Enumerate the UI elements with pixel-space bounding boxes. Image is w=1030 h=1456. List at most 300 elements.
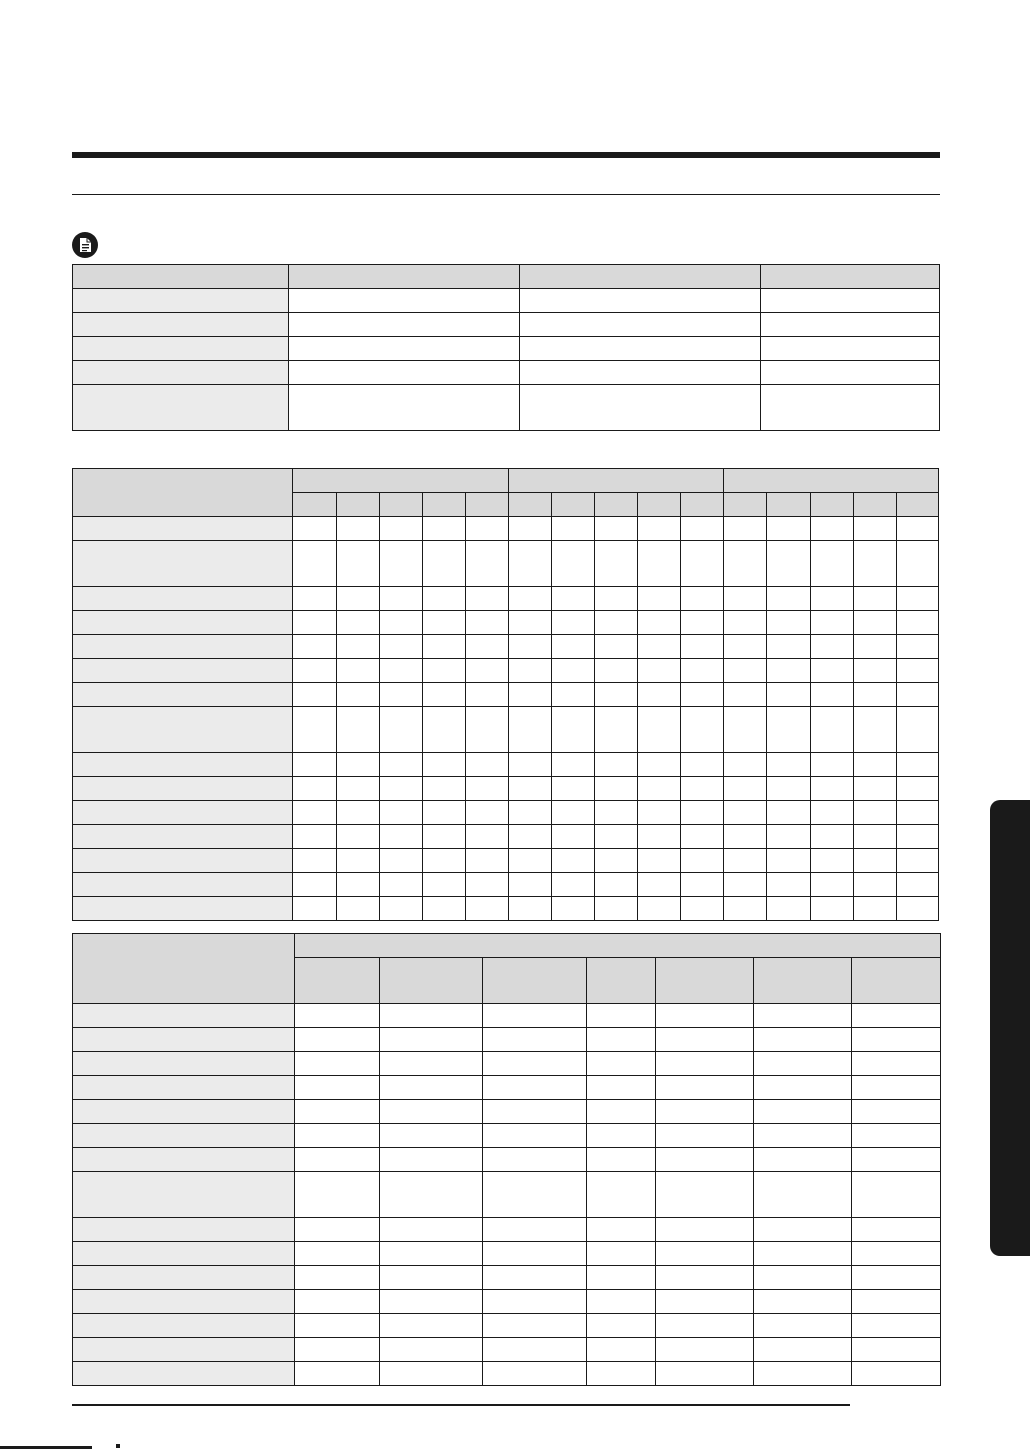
- table-subheader-cell: [638, 493, 681, 517]
- row-label-cell: [73, 1314, 295, 1338]
- table-cell: [754, 1362, 852, 1386]
- table-subheader-cell: [587, 958, 656, 1004]
- table-cell: [853, 635, 896, 659]
- table-cell: [295, 1242, 380, 1266]
- table-cell: [767, 707, 810, 753]
- row-label-cell: [73, 1266, 295, 1290]
- table-subheader-cell: [295, 958, 380, 1004]
- table-cell: [551, 659, 594, 683]
- table-cell: [520, 385, 761, 431]
- table-cell: [810, 587, 853, 611]
- table-cell: [508, 897, 551, 921]
- table-cell: [483, 1172, 587, 1218]
- table-cell: [853, 683, 896, 707]
- row-label-cell: [73, 587, 293, 611]
- table-cell: [681, 801, 724, 825]
- table-cell: [293, 777, 336, 801]
- table-row: [73, 1004, 941, 1028]
- table-cell: [852, 1124, 941, 1148]
- table-cell: [465, 849, 508, 873]
- table-row: [73, 825, 939, 849]
- table-cell: [508, 801, 551, 825]
- table-cell: [379, 659, 422, 683]
- table-subheader-cell: [336, 493, 379, 517]
- table-cell: [681, 777, 724, 801]
- table-cell: [810, 611, 853, 635]
- table-cell: [465, 659, 508, 683]
- table-cell: [638, 659, 681, 683]
- table-cell: [465, 897, 508, 921]
- table-cell: [336, 873, 379, 897]
- table-cell: [587, 1076, 656, 1100]
- row-label-cell: [73, 313, 289, 337]
- row-label-cell: [73, 683, 293, 707]
- table-cell: [595, 541, 638, 587]
- table-cell: [295, 1100, 380, 1124]
- table-cell: [724, 683, 767, 707]
- table-cell: [810, 683, 853, 707]
- table-row: [73, 1314, 941, 1338]
- table-cell: [681, 541, 724, 587]
- table-row: [73, 313, 940, 337]
- table-row: [73, 1290, 941, 1314]
- table-cell: [336, 659, 379, 683]
- table-cell: [767, 635, 810, 659]
- table-group-header-cell: [295, 934, 941, 958]
- table-cell: [810, 849, 853, 873]
- table-cell: [810, 825, 853, 849]
- row-label-cell: [73, 337, 289, 361]
- table-cell: [656, 1028, 754, 1052]
- table-cell: [754, 1338, 852, 1362]
- table-row: [73, 361, 940, 385]
- table-row: [73, 1218, 941, 1242]
- table-cell: [379, 897, 422, 921]
- table-cell: [638, 517, 681, 541]
- table-cell: [336, 777, 379, 801]
- table-cell: [551, 517, 594, 541]
- table-cell: [724, 873, 767, 897]
- table-cell: [422, 541, 465, 587]
- table-body: [73, 469, 939, 921]
- table-cell: [656, 1052, 754, 1076]
- table-cell: [465, 707, 508, 753]
- table-cell: [638, 541, 681, 587]
- table-cell: [656, 1124, 754, 1148]
- table-cell: [896, 541, 938, 587]
- row-label-cell: [73, 289, 289, 313]
- table-cell: [681, 825, 724, 849]
- table-cell: [508, 517, 551, 541]
- chapter-side-tab: [990, 800, 1030, 1256]
- table-row: [73, 611, 939, 635]
- table-row: [73, 777, 939, 801]
- table-cell: [587, 1266, 656, 1290]
- table-cell: [754, 1218, 852, 1242]
- table-header-cell: [73, 265, 289, 289]
- table-cell: [295, 1124, 380, 1148]
- table-row: [73, 635, 939, 659]
- table-cell: [295, 1172, 380, 1218]
- table-cell: [638, 801, 681, 825]
- row-label-cell: [73, 659, 293, 683]
- table-header-row: [73, 265, 940, 289]
- table-cell: [380, 1218, 483, 1242]
- table-cell: [656, 1314, 754, 1338]
- table-cell: [293, 541, 336, 587]
- table-cell: [336, 683, 379, 707]
- table-cell: [483, 1124, 587, 1148]
- table-cell: [293, 707, 336, 753]
- table-cell: [336, 801, 379, 825]
- table-row: [73, 659, 939, 683]
- table-cell: [587, 1100, 656, 1124]
- table-cell: [380, 1290, 483, 1314]
- table-cell: [483, 1218, 587, 1242]
- table-cell: [853, 541, 896, 587]
- table-subheader-cell: [853, 493, 896, 517]
- row-label-cell: [73, 825, 293, 849]
- top-heading-rule: [72, 152, 940, 158]
- table-cell: [595, 707, 638, 753]
- table-subheader-cell: [551, 493, 594, 517]
- table-cell: [483, 1028, 587, 1052]
- table-cell: [638, 611, 681, 635]
- table-cell: [852, 1052, 941, 1076]
- row-label-cell: [73, 1124, 295, 1148]
- table-subheader-cell: [852, 958, 941, 1004]
- table-cell: [293, 897, 336, 921]
- table-cell: [595, 517, 638, 541]
- table-subheader-cell: [508, 493, 551, 517]
- section-divider: [72, 194, 940, 195]
- table-cell: [896, 517, 938, 541]
- row-label-cell: [73, 635, 293, 659]
- table-cell: [896, 873, 938, 897]
- table-row: [73, 1052, 941, 1076]
- table-subheader-cell: [896, 493, 938, 517]
- table-cell: [587, 1148, 656, 1172]
- table-cell: [638, 635, 681, 659]
- table-cell: [724, 825, 767, 849]
- table-cell: [587, 1242, 656, 1266]
- table-cell: [638, 825, 681, 849]
- table-cell: [295, 1218, 380, 1242]
- table-header-cell: [73, 934, 295, 1004]
- table-cell: [465, 517, 508, 541]
- table-cell: [724, 849, 767, 873]
- table-cell: [380, 1266, 483, 1290]
- table-subheader-cell: [379, 493, 422, 517]
- row-label-cell: [73, 1100, 295, 1124]
- table-row: [73, 753, 939, 777]
- table-cell: [551, 753, 594, 777]
- table-cell: [483, 1076, 587, 1100]
- table-cell: [853, 777, 896, 801]
- table-cell: [810, 801, 853, 825]
- row-label-cell: [73, 849, 293, 873]
- row-label-cell: [73, 361, 289, 385]
- table-cell: [336, 541, 379, 587]
- table-cell: [656, 1004, 754, 1028]
- table-cell: [656, 1076, 754, 1100]
- table-cell: [483, 1314, 587, 1338]
- table-row: [73, 541, 939, 587]
- table-cell: [293, 849, 336, 873]
- table-cell: [681, 707, 724, 753]
- table-cell: [336, 707, 379, 753]
- table-header-row: [73, 934, 941, 958]
- table-cell: [853, 517, 896, 541]
- table-row: [73, 707, 939, 753]
- table-cell: [508, 659, 551, 683]
- table-cell: [587, 1362, 656, 1386]
- table-cell: [767, 683, 810, 707]
- table-cell: [483, 1004, 587, 1028]
- table-cell: [767, 897, 810, 921]
- table-cell: [422, 659, 465, 683]
- table-row: [73, 1266, 941, 1290]
- row-label-cell: [73, 1242, 295, 1266]
- table-cell: [896, 801, 938, 825]
- table-cell: [508, 587, 551, 611]
- table-cell: [483, 1290, 587, 1314]
- table-cell: [761, 337, 940, 361]
- table-cell: [295, 1004, 380, 1028]
- row-label-cell: [73, 611, 293, 635]
- table-cell: [587, 1172, 656, 1218]
- table-cell: [380, 1148, 483, 1172]
- table-row: [73, 337, 940, 361]
- table-cell: [810, 635, 853, 659]
- table-cell: [380, 1100, 483, 1124]
- table-cell: [551, 683, 594, 707]
- table-cell: [379, 849, 422, 873]
- table-cell: [852, 1338, 941, 1362]
- table-cell: [767, 611, 810, 635]
- table-cell: [483, 1242, 587, 1266]
- table-cell: [520, 289, 761, 313]
- table-cell: [520, 313, 761, 337]
- table-row: [73, 587, 939, 611]
- table-cell: [767, 587, 810, 611]
- table-subheader-cell: [767, 493, 810, 517]
- table-cell: [380, 1338, 483, 1362]
- table-subheader-cell: [724, 493, 767, 517]
- table-cell: [293, 801, 336, 825]
- table-cell: [896, 849, 938, 873]
- table-cell: [336, 753, 379, 777]
- table-row: [73, 1100, 941, 1124]
- table-cell: [551, 541, 594, 587]
- table-cell: [293, 825, 336, 849]
- row-label-cell: [73, 1362, 295, 1386]
- table-cell: [754, 1290, 852, 1314]
- table-cell: [754, 1124, 852, 1148]
- table-cell: [422, 753, 465, 777]
- table-cell: [551, 801, 594, 825]
- table-cell: [508, 777, 551, 801]
- table-cell: [465, 587, 508, 611]
- table-cell: [289, 313, 520, 337]
- table-cell: [380, 1028, 483, 1052]
- table-cell: [465, 801, 508, 825]
- table-cell: [853, 753, 896, 777]
- table-cell: [656, 1338, 754, 1362]
- table-subheader-cell: [483, 958, 587, 1004]
- table-cell: [767, 517, 810, 541]
- table-cell: [422, 873, 465, 897]
- table-cell: [595, 897, 638, 921]
- table-cell: [293, 873, 336, 897]
- table-cell: [551, 849, 594, 873]
- table-cell: [810, 541, 853, 587]
- page-footer-mark: [0, 1446, 92, 1449]
- table-cell: [853, 611, 896, 635]
- table-cell: [465, 683, 508, 707]
- table-cell: [595, 587, 638, 611]
- table-cell: [293, 635, 336, 659]
- table-cell: [295, 1076, 380, 1100]
- table-header-row: [73, 469, 939, 493]
- table-cell: [465, 611, 508, 635]
- table-cell: [422, 849, 465, 873]
- table-cell: [380, 1004, 483, 1028]
- table-cell: [761, 289, 940, 313]
- table-cell: [724, 707, 767, 753]
- table-cell: [551, 777, 594, 801]
- table-cell: [638, 587, 681, 611]
- table-cell: [551, 587, 594, 611]
- table-cell: [379, 707, 422, 753]
- table-cell: [380, 1076, 483, 1100]
- table-cell: [852, 1266, 941, 1290]
- table-cell: [379, 873, 422, 897]
- table-subheader-cell: [681, 493, 724, 517]
- table-cell: [508, 541, 551, 587]
- table-cell: [587, 1004, 656, 1028]
- table-row: [73, 1362, 941, 1386]
- table-cell: [724, 517, 767, 541]
- table-cell: [422, 801, 465, 825]
- table-cell: [508, 707, 551, 753]
- table-cell: [595, 611, 638, 635]
- row-label-cell: [73, 541, 293, 587]
- table-cell: [595, 873, 638, 897]
- table-cell: [724, 635, 767, 659]
- table-cell: [380, 1362, 483, 1386]
- table-cell: [508, 825, 551, 849]
- table-cell: [810, 659, 853, 683]
- table-cell: [656, 1100, 754, 1124]
- table-cell: [465, 777, 508, 801]
- table-row: [73, 897, 939, 921]
- table-subheader-cell: [595, 493, 638, 517]
- table-cell: [289, 385, 520, 431]
- table-cell: [853, 801, 896, 825]
- table-body: [73, 934, 941, 1386]
- table-cell: [896, 587, 938, 611]
- table-group-header-cell: [508, 469, 723, 493]
- table-cell: [638, 683, 681, 707]
- table-cell: [810, 897, 853, 921]
- table-cell: [656, 1242, 754, 1266]
- table-cell: [295, 1314, 380, 1338]
- table-row: [73, 1172, 941, 1218]
- table-cell: [379, 683, 422, 707]
- table-cell: [754, 1242, 852, 1266]
- table-row: [73, 1338, 941, 1362]
- table-cell: [852, 1076, 941, 1100]
- page-footer-dot: [116, 1444, 120, 1448]
- table-cell: [761, 361, 940, 385]
- table-cell: [724, 801, 767, 825]
- table-cell: [638, 777, 681, 801]
- table-cell: [483, 1266, 587, 1290]
- table-cell: [853, 659, 896, 683]
- table-cell: [767, 849, 810, 873]
- table-cell: [852, 1218, 941, 1242]
- table-cell: [852, 1362, 941, 1386]
- table-cell: [380, 1052, 483, 1076]
- table-cell: [422, 707, 465, 753]
- table-subheader-cell: [810, 493, 853, 517]
- table-row: [73, 1076, 941, 1100]
- row-label-cell: [73, 801, 293, 825]
- table-cell: [853, 825, 896, 849]
- table-cell: [754, 1148, 852, 1172]
- table-cell: [380, 1124, 483, 1148]
- table-cell: [465, 873, 508, 897]
- table-cell: [767, 873, 810, 897]
- table-cell: [295, 1266, 380, 1290]
- table-row: [73, 517, 939, 541]
- table-cell: [724, 659, 767, 683]
- table-cell: [293, 611, 336, 635]
- table-cell: [896, 659, 938, 683]
- table-cell: [853, 587, 896, 611]
- table-cell: [551, 707, 594, 753]
- table-cell: [724, 897, 767, 921]
- table-cell: [379, 587, 422, 611]
- table-subheader-cell: [293, 493, 336, 517]
- table-cell: [681, 683, 724, 707]
- table-cell: [422, 517, 465, 541]
- table-row: [73, 1242, 941, 1266]
- table-cell: [754, 1314, 852, 1338]
- table-cell: [896, 825, 938, 849]
- table-cell: [896, 897, 938, 921]
- row-label-cell: [73, 753, 293, 777]
- row-label-cell: [73, 1028, 295, 1052]
- table-cell: [422, 587, 465, 611]
- spec-table-2: [72, 468, 939, 921]
- table-cell: [638, 753, 681, 777]
- table-cell: [551, 635, 594, 659]
- table-row: [73, 289, 940, 313]
- table-cell: [293, 659, 336, 683]
- table-cell: [465, 541, 508, 587]
- table-cell: [295, 1148, 380, 1172]
- table-cell: [422, 777, 465, 801]
- table-cell: [380, 1242, 483, 1266]
- table-header-cell: [520, 265, 761, 289]
- table-cell: [295, 1338, 380, 1362]
- table-cell: [508, 611, 551, 635]
- table-header-cell: [73, 469, 293, 517]
- table-cell: [293, 753, 336, 777]
- row-label-cell: [73, 897, 293, 921]
